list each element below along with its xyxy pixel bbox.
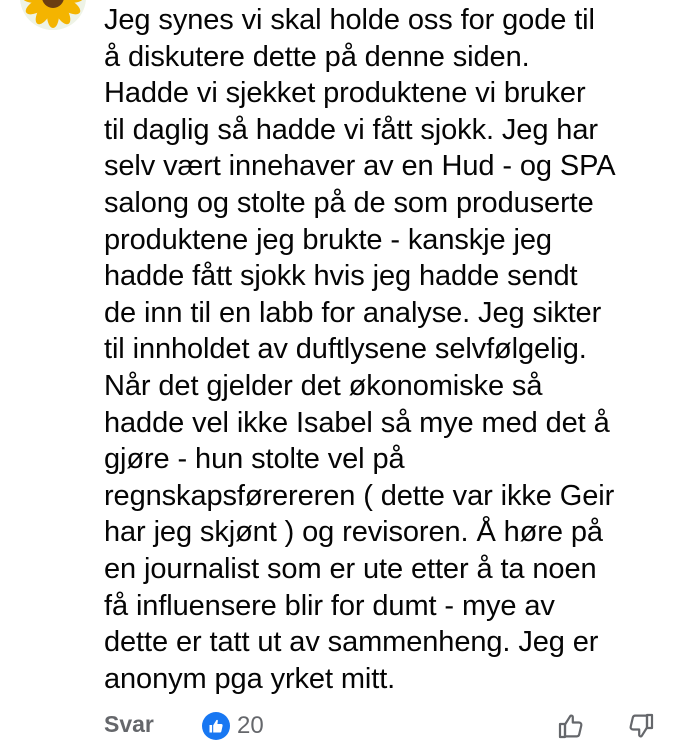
reaction-count: 20 bbox=[237, 712, 264, 739]
comment-line: hadde vel ikke Isabel så mye med det å bbox=[104, 406, 610, 439]
comment-line: Når det gjelder det økonomiske så bbox=[104, 369, 543, 402]
comment-line: å diskutere dette på denne siden. bbox=[104, 40, 530, 73]
comment-line: hadde fått sjokk hvis jeg hadde sendt bbox=[104, 260, 578, 293]
comment-text bbox=[104, 2, 676, 697]
reply-button[interactable]: Svar bbox=[104, 711, 154, 737]
comment-line: Hadde vi sjekket produktene vi bruker bbox=[104, 77, 586, 110]
comment-line: til innholdet av duftlysene selvfølgelig. bbox=[104, 333, 587, 366]
comment-line: anonym pga yrket mitt. bbox=[104, 662, 396, 695]
comment-line: regnskapsførereren ( dette var ikke Geir bbox=[104, 479, 615, 512]
like-badge-icon bbox=[202, 712, 230, 740]
avatar[interactable] bbox=[20, 0, 86, 30]
comment-line: de inn til en labb for analyse. Jeg sikter bbox=[104, 296, 602, 329]
thumb-down-outline-icon[interactable] bbox=[624, 709, 658, 743]
comment-line: en journalist som er ute etter å ta noen bbox=[104, 552, 597, 585]
comment-line: Jeg synes vi skal holde oss for gode til bbox=[104, 4, 595, 36]
comment-line: til daglig så hadde vi fått sjokk. Jeg har bbox=[104, 113, 598, 146]
reaction-summary[interactable] bbox=[202, 711, 264, 741]
comment-line: dette er tatt ut av sammenheng. Jeg er bbox=[104, 626, 599, 659]
comment-line: selv vært innehaver av en Hud - og SPA bbox=[104, 150, 616, 183]
thumb-up-outline-icon[interactable] bbox=[554, 709, 588, 743]
comment-actions bbox=[104, 706, 678, 746]
comment-line: har jeg skjønt ) og revisoren. Å høre på bbox=[104, 516, 603, 549]
comment-line: få influensere blir for dumt - mye av bbox=[104, 589, 555, 622]
comment-line: salong og stolte på de som produserte bbox=[104, 186, 594, 219]
comment-line: gjøre - hun stolte vel på bbox=[104, 443, 405, 476]
comment-line: produktene jeg brukte - kanskje jeg bbox=[104, 223, 552, 256]
